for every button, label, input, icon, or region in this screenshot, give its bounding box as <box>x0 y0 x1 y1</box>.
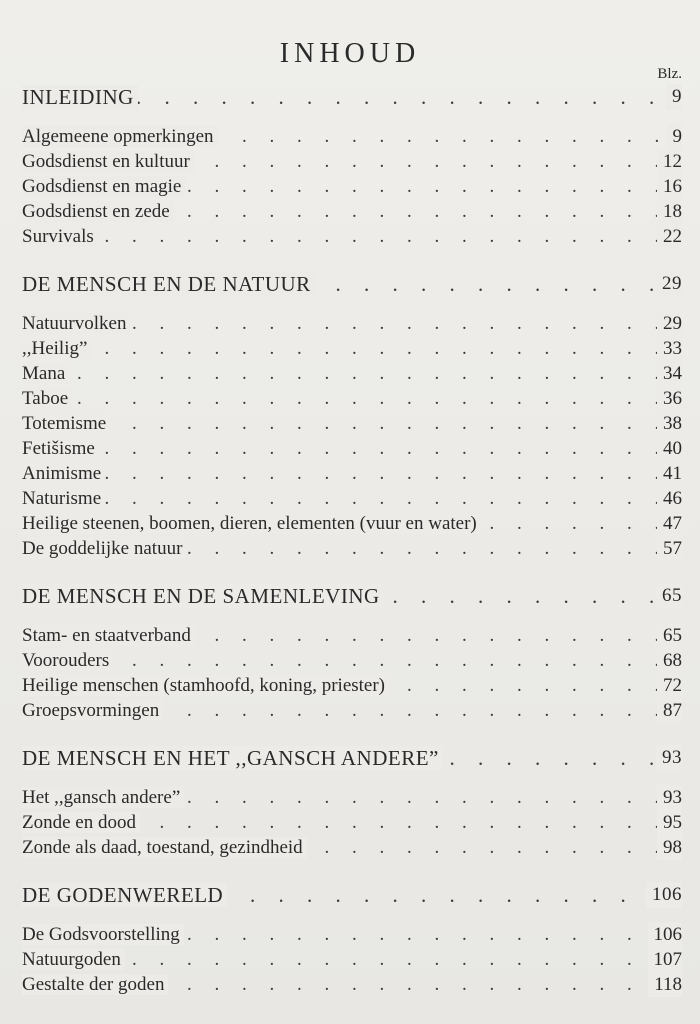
toc-entry <box>22 361 682 386</box>
toc-entry <box>22 311 682 336</box>
entry-label: Naturisme <box>22 488 105 509</box>
entry-page-number: 95 <box>657 810 682 835</box>
entry-label: Fetišisme <box>22 438 99 459</box>
entry-page-number: 36 <box>657 386 682 411</box>
entry-page-number: 107 <box>648 947 683 972</box>
entry-label: Heilige steenen, boomen, dieren, elementen (vuur en water) <box>22 513 481 534</box>
entry-label: Voorouders <box>22 650 113 671</box>
entry-page-number: 33 <box>657 336 682 361</box>
toc-section <box>22 745 682 860</box>
section-heading-label: DE MENSCH EN HET ,,GANSCH ANDERE” <box>22 746 443 770</box>
section-heading-label: DE MENSCH EN DE NATUUR <box>22 272 315 296</box>
toc-section-heading <box>22 745 682 771</box>
toc-section-heading <box>22 882 682 908</box>
dot-leader <box>22 336 682 361</box>
toc-section-heading <box>22 583 682 609</box>
entry-page-number: 57 <box>657 536 682 561</box>
entry-page-number: 16 <box>657 174 682 199</box>
entry-page-number: 46 <box>657 486 682 511</box>
dot-leader <box>22 648 682 673</box>
toc-section <box>22 84 682 249</box>
dot-leader <box>22 486 682 511</box>
toc-entry <box>22 386 682 411</box>
dot-leader <box>22 461 682 486</box>
entry-page-number: 12 <box>657 149 682 174</box>
entry-label: Mana <box>22 363 69 384</box>
entry-page-number: 68 <box>657 648 682 673</box>
entry-label: De goddelijke natuur <box>22 538 186 559</box>
toc-section-heading <box>22 271 682 297</box>
entry-page-number: 41 <box>657 461 682 486</box>
entry-page-number: 87 <box>657 698 682 723</box>
dot-leader <box>22 386 682 411</box>
entry-label: ,,Heilig” <box>22 338 91 359</box>
section-page-number: 106 <box>646 882 682 908</box>
entry-label: Heilige menschen (stamhoofd, koning, priester) <box>22 675 389 696</box>
entry-label: Zonde en dood <box>22 812 140 833</box>
page-title: INHOUD <box>279 38 421 69</box>
entry-label: Stam- en staatverband <box>22 625 195 646</box>
entry-label: Groepsvormingen <box>22 700 163 721</box>
toc-entry <box>22 174 682 199</box>
entry-page-number: 72 <box>657 673 682 698</box>
toc-section <box>22 583 682 723</box>
toc-entry <box>22 486 682 511</box>
entry-page-number: 22 <box>657 224 682 249</box>
section-page-number: 65 <box>656 583 682 609</box>
toc-entry <box>22 511 682 536</box>
toc-entry <box>22 124 682 149</box>
toc-entry <box>22 947 682 972</box>
section-heading-label: DE MENSCH EN DE SAMENLEVING <box>22 584 384 608</box>
section-page-number: 29 <box>656 271 682 297</box>
table-of-contents <box>22 84 682 1019</box>
toc-entry <box>22 648 682 673</box>
toc-entry <box>22 336 682 361</box>
page-column-label: Blz. <box>657 66 682 82</box>
toc-entry <box>22 810 682 835</box>
entry-label: Godsdienst en kultuur <box>22 151 194 172</box>
entry-label: Algemeene opmerkingen <box>22 126 218 147</box>
entry-page-number: 18 <box>657 199 682 224</box>
entry-label: De Godsvoorstelling <box>22 924 184 945</box>
entry-page-number: 118 <box>648 972 682 997</box>
entry-label: Taboe <box>22 388 72 409</box>
entry-page-number: 9 <box>667 124 683 149</box>
toc-entry <box>22 922 682 947</box>
entry-label: Survivals <box>22 226 98 247</box>
entry-label: Natuurgoden <box>22 949 125 970</box>
entry-label: Het ,,gansch andere” <box>22 787 184 808</box>
section-heading-label: INLEIDING <box>22 85 138 109</box>
entry-page-number: 98 <box>657 835 682 860</box>
dot-leader <box>22 411 682 436</box>
toc-entry <box>22 536 682 561</box>
entry-label: Gestalte der goden <box>22 974 168 995</box>
toc-section-heading <box>22 84 682 110</box>
entry-label: Godsdienst en magie <box>22 176 185 197</box>
toc-entry <box>22 436 682 461</box>
section-heading-label: DE GODENWERELD <box>22 883 227 907</box>
toc-entry <box>22 835 682 860</box>
toc-entry <box>22 461 682 486</box>
toc-section <box>22 882 682 997</box>
entry-page-number: 106 <box>648 922 683 947</box>
toc-section <box>22 271 682 561</box>
entry-page-number: 47 <box>657 511 682 536</box>
entry-label: Animisme <box>22 463 105 484</box>
dot-leader <box>22 224 682 249</box>
entry-page-number: 29 <box>657 311 682 336</box>
entry-page-number: 38 <box>657 411 682 436</box>
entry-label: Godsdienst en zede <box>22 201 174 222</box>
entry-label: Zonde als daad, toestand, gezindheid <box>22 837 307 858</box>
entry-page-number: 40 <box>657 436 682 461</box>
toc-entry <box>22 411 682 436</box>
entry-label: Totemisme <box>22 413 110 434</box>
dot-leader <box>22 436 682 461</box>
toc-entry <box>22 149 682 174</box>
dot-leader <box>22 361 682 386</box>
section-page-number: 9 <box>666 84 682 110</box>
entry-label: Natuurvolken <box>22 313 130 334</box>
toc-entry <box>22 199 682 224</box>
entry-page-number: 65 <box>657 623 682 648</box>
entry-page-number: 93 <box>657 785 682 810</box>
toc-entry <box>22 972 682 997</box>
toc-entry <box>22 698 682 723</box>
toc-entry <box>22 673 682 698</box>
toc-entry <box>22 623 682 648</box>
section-page-number: 93 <box>656 745 682 771</box>
entry-page-number: 34 <box>657 361 682 386</box>
toc-entry <box>22 785 682 810</box>
toc-entry <box>22 224 682 249</box>
